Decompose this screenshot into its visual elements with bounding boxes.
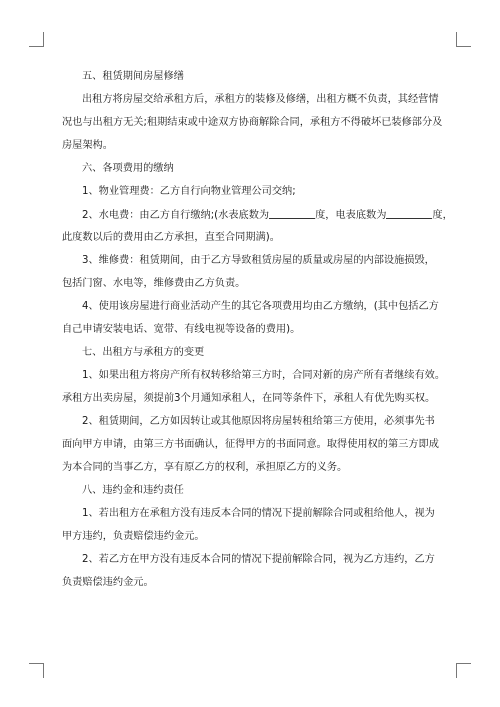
crop-mark-top-right — [456, 32, 471, 47]
document-body — [62, 63, 453, 590]
heading-section-7: 七、出租方与承租方的变更 — [82, 347, 205, 358]
paragraph-line: 承租方出卖房屋，须提前3个月通知承租人，在同等条件下，承租人有优先购买权。 — [62, 393, 436, 404]
utilities-text-c: 度， — [432, 210, 453, 221]
paragraph-line: 况也与出租方无关;租期结束或中途双方协商解除合同，承租方不得破坏已装修部分及 — [62, 117, 443, 128]
power-reading-blank — [386, 208, 432, 219]
paragraph-line: 负责赔偿违约金元。 — [62, 577, 154, 588]
heading-section-6: 六、各项费用的缴纳 — [82, 163, 174, 174]
paragraph-line: 自己申请安装电话、宽带、有线电视等设备的费用)。 — [62, 324, 301, 335]
paragraph-line: 2、若乙方在甲方没有违反本合同的情况下提前解除合同，视为乙方违约，乙方 — [82, 554, 435, 565]
utilities-text-a: 2、水电费：由乙方自行缴纳;(水表底数为 — [82, 210, 270, 221]
paragraph-line-utilities — [62, 208, 453, 222]
crop-mark-top-left — [29, 32, 44, 47]
paragraph-line: 房屋架构。 — [62, 140, 113, 151]
heading-section-5: 五、租赁期间房屋修缮 — [82, 71, 184, 82]
paragraph-line: 此度数以后的费用由乙方承担，直至合同期满)。 — [62, 232, 280, 243]
crop-mark-bottom-left — [29, 663, 44, 678]
paragraph-line: 1、物业管理费：乙方自行向物业管理公司交纳; — [82, 186, 296, 197]
water-reading-blank — [269, 208, 315, 219]
paragraph-line: 为本合同的当事乙方，享有原乙方的权利，承担原乙方的义务。 — [62, 462, 348, 473]
heading-section-8: 八、违约金和违约责任 — [82, 485, 184, 496]
paragraph-line: 出租方将房屋交给承租方后，承租方的装修及修缮，出租方概不负责，其经营情 — [82, 94, 439, 105]
paragraph-line: 4、使用该房屋进行商业活动产生的其它各项费用均由乙方缴纳，(其中包括乙方 — [82, 301, 439, 312]
utilities-text-b: 度，电表底数为 — [315, 210, 387, 221]
paragraph-line: 1、若出租方在承租方没有违反本合同的情况下提前解除合同或租给他人，视为 — [82, 508, 435, 519]
paragraph-line: 1、如果出租方将房产所有权转移给第三方时，合同对新的房产所有者继续有效。 — [82, 370, 446, 381]
paragraph-line: 包括门窗、水电等，维修费由乙方负责。 — [62, 278, 246, 289]
paragraph-line: 面向甲方申请，由第三方书面确认，征得甲方的书面同意。取得使用权的第三方即成 — [62, 439, 439, 450]
paragraph-line: 甲方违约，负责赔偿违约金元。 — [62, 531, 205, 542]
crop-mark-bottom-right — [456, 663, 471, 678]
paragraph-line: 3、维修费：租赁期间，由于乙方导致租赁房屋的质量或房屋的内部设施损毁， — [82, 255, 435, 266]
paragraph-line: 2、租赁期间，乙方如因转让或其他原因将房屋转租给第三方使用，必须事先书 — [82, 416, 435, 427]
